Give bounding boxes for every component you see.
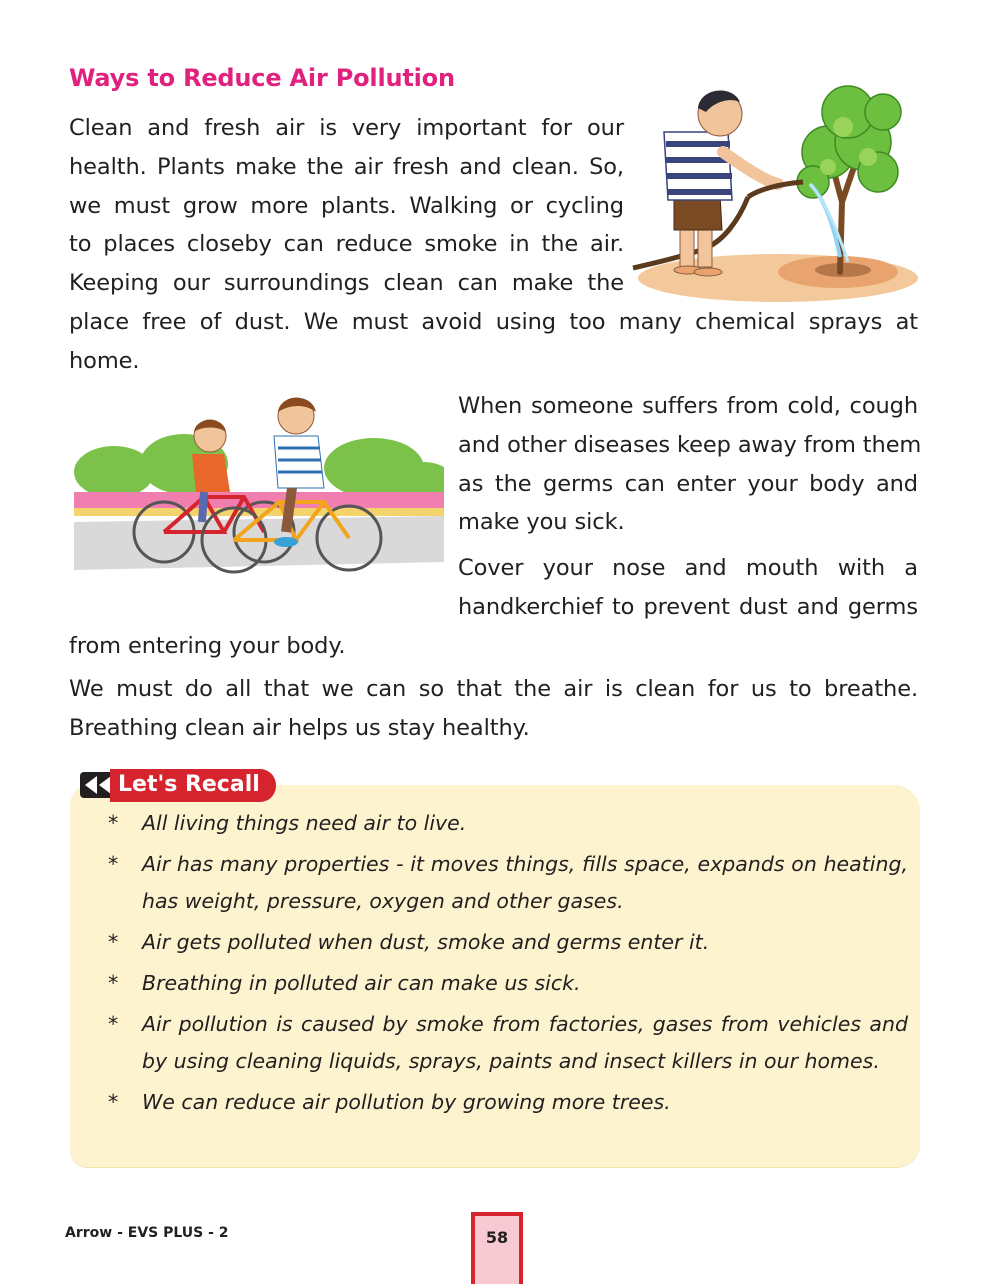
bullet-star: * [108,1090,119,1114]
list-item [108,805,908,842]
boy-watering-plant-illustration [628,72,920,304]
list-item-text: All living things need air to live. [142,811,467,835]
text-line: from entering your body. [69,632,346,659]
recall-list [108,805,908,1125]
text-line: we must grow more plants. Walking or cycling [69,192,624,219]
text-line: Breathing clean air helps us stay healthy. [69,714,530,741]
paragraph-clean-air [69,670,918,748]
text-line: When someone suffers from cold, cough [458,393,918,419]
list-item-text: Breathing in polluted air can make us sick. [142,971,581,995]
text-line: Keeping our surroundings clean can make the [69,270,624,297]
recall-tab [80,768,276,802]
paragraph-cover-nose [69,549,918,665]
text-line: health. Plants make the air fresh and clean. So, [69,153,624,180]
text-line: to places closeby can reduce smoke in the air. [69,231,624,258]
list-item-text: Air has many properties - it moves things, fills space, expands on heating, has weight, pressure, oxygen and other gases. [142,852,908,913]
bullet-star: * [108,852,119,876]
text-line: home. [69,347,140,374]
page-number-box [471,1212,523,1284]
text-line: place free of dust. We must avoid using too many chemical sprays at [69,308,918,335]
bullet-star: * [108,1012,119,1036]
list-item [108,1006,908,1080]
list-item [108,846,908,920]
list-item [108,924,908,961]
list-item-text: Air gets polluted when dust, smoke and germs enter it. [142,930,710,954]
text-line: as the germs can enter your body and [458,470,918,497]
text-line: We must do all that we can so that the air is clean for us to breathe. [69,676,918,702]
list-item-text: We can reduce air pollution by growing more trees. [142,1090,671,1114]
list-item-text: Air pollution is caused by smoke from factories, gases from vehicles and by using cleaning liquids, sprays, paints and insect killers in our homes. [142,1012,908,1073]
bullet-star: * [108,811,119,835]
list-item [108,1084,908,1121]
list-item [108,965,908,1002]
paragraph-diseases [458,387,922,542]
bullet-star: * [108,930,119,954]
text-line: make you sick. [458,509,625,536]
book-title-footer: Arrow - EVS PLUS - 2 [65,1225,229,1241]
page-number: 58 [485,1228,509,1247]
text-line: Clean and fresh air is very important for our [69,115,624,141]
text-line: Cover your nose and mouth with a [458,555,918,581]
recall-title: Let's Recall [110,769,276,802]
text-line: handkerchief to prevent dust and germs [458,593,918,620]
bullet-star: * [108,971,119,995]
text-line: and other diseases keep away from them [458,431,922,458]
section-heading: Ways to Reduce Air Pollution [69,64,455,92]
